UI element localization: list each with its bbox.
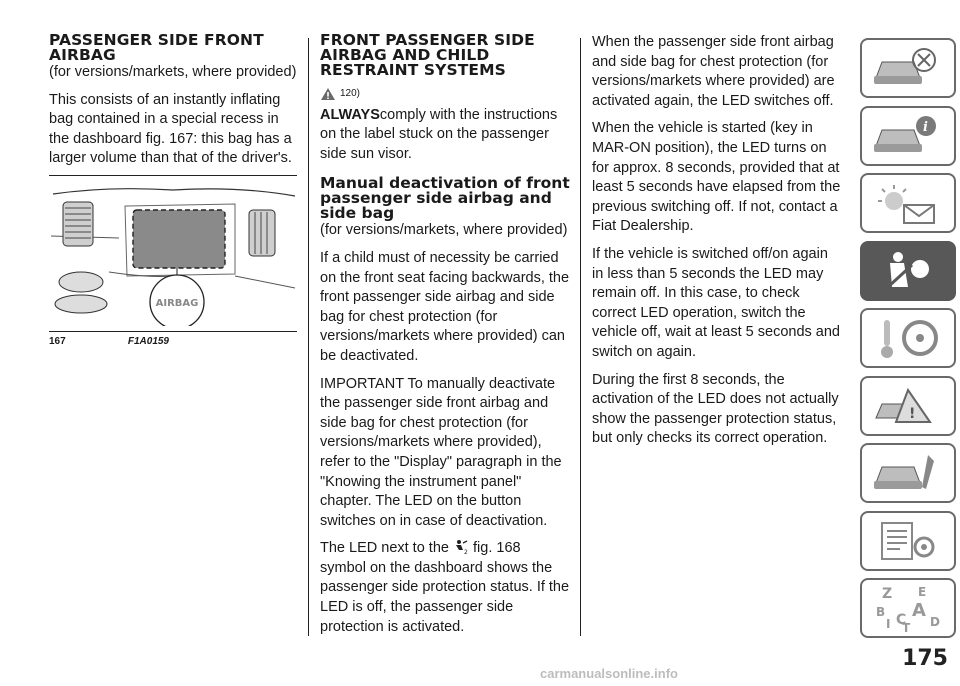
- airbag-seatbelt-icon: [868, 247, 948, 295]
- car-dashboard-icon: [868, 44, 948, 92]
- paragraph: IMPORTANT To manually deactivate the passenger side front airbag and side bag for chest protection (for versions/markets where provided), refer to the "Display" paragraph in the "Knowing the instrument panel" chapter. The LED on the button switches on in case of deactivation.: [320, 375, 562, 529]
- svg-text:Z: Z: [882, 586, 893, 602]
- svg-text:C: C: [896, 612, 907, 628]
- section-heading-child-restraint: FRONT PASSENGER SIDE AIRBAG AND CHILD RESTRAINT SYSTEMS: [320, 31, 535, 79]
- index-icon: [868, 584, 948, 632]
- right-air-vent: [249, 210, 275, 256]
- tab-warning-lights[interactable]: [860, 173, 956, 233]
- paragraph: When the passenger side front airbag and side bag for chest protection (for versions/markets where provided) are activated again, the LED switches off.: [592, 34, 835, 109]
- paragraph: If the vehicle is switched off/on again in less than 5 seconds the LED may remain off. In this case, to check correct LED operation, switch the vehicle off, wait at least 5 seconds and switch on again.: [592, 245, 840, 360]
- warning-reference: [320, 84, 570, 104]
- paragraph: This consists of an instantly inflating bag contained in a special recess in the dashboard fig. 167: this bag has a larger volume than that of the driver's.: [49, 91, 292, 167]
- paragraph-part: fig. 168 symbol on the dashboard shows the passenger side protection status. If the LED is off, the passenger side protection is activated.: [320, 540, 570, 635]
- car-info-icon: [868, 112, 948, 160]
- technical-data-icon: [868, 517, 948, 565]
- svg-text:A: A: [912, 600, 926, 621]
- subheading-manual-deactivation: Manual deactivation of front passenger side airbag and side bag: [320, 174, 570, 223]
- tab-emergency[interactable]: [860, 376, 956, 436]
- column-divider: [308, 38, 309, 636]
- paragraph: When the vehicle is started (key in MAR-ON position), the LED turns on for approx. 8 seconds, provided that at least 5 seconds have elapsed from the previous switching off. If not, contact a Fiat Dealership.: [592, 120, 841, 235]
- figure-number: 167: [49, 336, 66, 347]
- column-2: [320, 33, 570, 645]
- maintenance-icon: [868, 449, 948, 497]
- tab-car-info[interactable]: [860, 106, 956, 166]
- watermark: carmanualsonline.info: [540, 666, 678, 681]
- versions-note: (for versions/markets, where provided): [320, 222, 568, 239]
- paragraph-part: The LED next to the: [320, 540, 449, 557]
- figure-caption: [49, 336, 169, 347]
- tab-maintenance[interactable]: [860, 443, 956, 503]
- tab-airbag-seatbelt[interactable]: [860, 241, 956, 301]
- always-label: ALWAYS: [320, 106, 380, 123]
- airbag-panel: [133, 210, 225, 268]
- column-1: [49, 33, 299, 177]
- figure-bottom-rule: [49, 331, 297, 332]
- column-3: [592, 33, 842, 457]
- dashboard-airbag-illustration: [49, 176, 297, 326]
- versions-note: (for versions/markets, where provided): [49, 64, 297, 80]
- paragraph: [320, 539, 570, 637]
- paragraph: During the first 8 seconds, the activation of the LED does not actually show the passenger protection status, but only checks its correct operation.: [592, 371, 839, 447]
- left-air-vent: [63, 202, 93, 246]
- svg-text:E: E: [918, 585, 927, 599]
- warning-lights-icon: [868, 179, 948, 227]
- tab-index[interactable]: [860, 578, 956, 638]
- starting-driving-icon: [868, 314, 948, 362]
- svg-text:i: i: [923, 119, 928, 135]
- section-heading-passenger-airbag: PASSENGER SIDE FRONT AIRBAG: [49, 31, 264, 64]
- warning-ref-number: 120): [340, 88, 361, 99]
- always-text: comply with the instructions on the label stuck on the passenger side sun visor.: [320, 106, 558, 162]
- passenger-airbag-off-icon: [453, 539, 469, 555]
- figure-code: F1A0159: [127, 336, 169, 347]
- warning-triangle-icon: [320, 87, 336, 101]
- figure-167: [49, 175, 297, 347]
- paragraph: If a child must of necessity be carried on the front seat facing backwards, the front passenger side airbag and side bag for chest protection (for versions/markets where provided) can be deactivated.: [320, 249, 570, 364]
- svg-text:B: B: [876, 605, 886, 619]
- airbag-label-text: AIRBAG: [155, 298, 199, 309]
- column-divider: [580, 38, 581, 636]
- svg-text:T: T: [902, 621, 911, 632]
- tab-starting-driving[interactable]: [860, 308, 956, 368]
- page-number: 175: [902, 646, 948, 671]
- svg-text:I: I: [886, 617, 891, 631]
- chapter-tabs: [860, 38, 956, 646]
- tab-technical-data[interactable]: [860, 511, 956, 571]
- svg-text:D: D: [930, 615, 940, 629]
- svg-text:!: !: [909, 405, 916, 422]
- emergency-icon: [868, 382, 948, 430]
- tab-car-dashboard[interactable]: [860, 38, 956, 98]
- svg-text:2: 2: [464, 549, 468, 556]
